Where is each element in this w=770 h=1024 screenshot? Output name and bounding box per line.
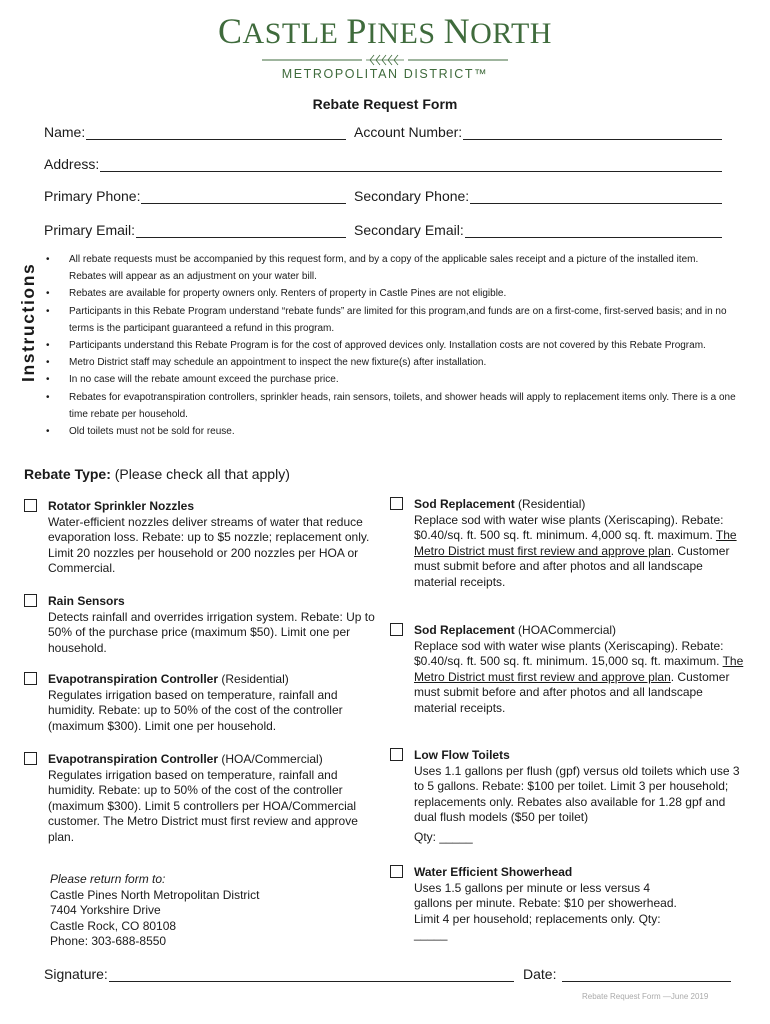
rebate-item-rain-sensors [24,594,384,656]
sod-hoa-review-note: The Metro District must first review and approve plan [414,654,744,684]
date-label: Date: [523,966,557,982]
address-line[interactable] [100,157,722,172]
showerhead-title: Water Efficient Showerhead [414,865,573,879]
et-hoa-checkbox[interactable] [24,752,37,765]
rotator-title: Rotator Sprinkler Nozzles [48,499,195,513]
account-number-label: Account Number: [354,124,463,140]
toilets-desc: Uses 1.1 gallons per flush (gpf) versus old toilets which use 3 to 5 gallons. Rebate: $100 per toilet. Limit 3 per household; replacements only. Rebates also available for 1.28 gpf and dual flush models ($50 per toilet) [414,763,740,825]
name-line[interactable] [86,125,346,140]
signature-label: Signature: [44,966,108,982]
instructions-list [46,251,736,440]
rebate-type-heading [24,466,290,482]
rebate-item-et-hoa [24,752,386,846]
showerhead-checkbox[interactable] [390,865,403,878]
rebate-item-sod-residential [390,497,746,591]
secondary-email-label: Secondary Email: [354,222,464,238]
list-item: • In no case will the rebate amount exceed the purchase price. [46,371,736,388]
primary-phone-field[interactable] [44,188,346,204]
list-item: • Metro District staff may schedule an appointment to inspect the new fixture(s) after installation. [46,354,736,371]
sod-hoa-title: Sod Replacement [414,623,515,637]
primary-phone-line[interactable] [141,189,346,204]
secondary-email-field[interactable] [354,222,722,238]
address-field[interactable] [44,156,722,172]
sod-hoa-sub: (HOACommercial) [514,623,617,637]
rebate-item-showerhead [390,865,690,943]
sod-residential-title: Sod Replacement [414,497,515,511]
et-residential-title: Evapotranspiration Controller [48,672,219,686]
return-address [50,872,259,950]
rain-sensors-desc: Detects rainfall and overrides irrigation system. Rebate: Up to 50% of the purchase price (maximum $50). Limit one per household. [48,609,375,655]
sod-hoa-checkbox[interactable] [390,623,403,636]
footer-note: Rebate Request Form —June 2019 [582,992,709,1001]
address-label: Address: [44,156,100,172]
rotator-checkbox[interactable] [24,499,37,512]
rain-sensors-title: Rain Sensors [48,594,125,608]
primary-phone-label: Primary Phone: [44,188,141,204]
account-number-line[interactable] [463,125,722,140]
toilets-checkbox[interactable] [390,748,403,761]
rebate-item-rotator [24,499,384,577]
et-hoa-sub: (HOA/Commercial) [218,752,323,766]
showerhead-desc: Uses 1.5 gallons per minute or less versus 4 gallons per minute. Rebate: $10 per showerhead. Limit 4 per household; replacements only. Qty: _____ [414,880,677,942]
sod-hoa-desc-end: . Customer must submit before and after photos and all landscape material receipts. [414,669,730,715]
rebate-item-et-residential [24,672,386,734]
list-item: • Participants in this Rebate Program understand “rebate funds” are limited for this program,and funds are on a first-come, first-served basis; and in no terms is the participant guaranteed a refund in this program. [46,303,736,337]
primary-email-label: Primary Email: [44,222,136,238]
date-line[interactable] [562,967,731,982]
et-hoa-title: Evapotranspiration Controller [48,752,219,766]
pine-branch-icon [262,54,508,66]
list-item: • Old toilets must not be sold for reuse. [46,423,736,440]
rebate-type-hint: (Please check all that apply) [110,466,290,482]
list-item: • Rebates for evapotranspiration controllers, sprinkler heads, rain sensors, toilets, and shower heads will apply to replacement items only. There is a one time rebate per household. [46,389,736,423]
toilets-qty-field[interactable]: Qty: _____ [414,829,473,844]
et-residential-checkbox[interactable] [24,672,37,685]
return-city: Castle Rock, CO 80108 [50,918,177,933]
sod-residential-review-note: The Metro District must first review and approve plan [414,528,737,558]
name-field[interactable] [44,124,346,140]
rebate-item-toilets [390,748,742,846]
rain-sensors-checkbox[interactable] [24,594,37,607]
secondary-phone-line[interactable] [470,189,722,204]
signature-field[interactable] [44,966,514,982]
et-residential-sub: (Residential) [218,672,289,686]
signature-line[interactable] [109,967,514,982]
return-phone: Phone: 303-688-8550 [50,934,167,949]
account-number-field[interactable] [354,124,722,140]
sod-residential-desc: Replace sod with water wise plants (Xeriscaping). Rebate: $0.40/sq. ft. 500 sq. ft. minimum. 4,000 sq. ft. maximum. [414,512,724,543]
return-org: Castle Pines North Metropolitan District [50,887,260,902]
logo-subtitle: METROPOLITAN DISTRICT™ [281,67,489,81]
secondary-phone-label: Secondary Phone: [354,188,470,204]
return-heading: Please return form to: [50,872,166,886]
et-hoa-desc: Regulates irrigation based on temperature, rainfall and humidity. Rebate: up to 50% of the cost of the controller (maximum $300). Limit 5 controllers per HOA/Commercial customer. The Metro District must first review and approve plan. [48,767,358,844]
sod-residential-desc-end: . Customer must submit before and after photos and all landscape material receipts. [414,543,730,589]
primary-email-line[interactable] [136,223,346,238]
date-field[interactable] [523,966,731,982]
secondary-phone-field[interactable] [354,188,722,204]
page-title: Rebate Request Form [312,96,458,112]
list-item: • All rebate requests must be accompanied by this request form, and by a copy of the applicable sales receipt and a picture of the installed item. Rebates will appear as an adjustment on your water bill. [46,251,736,285]
logo-wordmark: CASTLE PINES NORTH [218,11,552,51]
instructions-label: Instructions [18,262,38,382]
name-label: Name: [44,124,86,140]
rotator-desc: Water-efficient nozzles deliver streams of water that reduce evaporation loss. Rebate: up to $5 nozzle; replacement only. Limit 20 nozzles per household or 200 nozzles per HOA or Commercial. [48,514,370,576]
secondary-email-line[interactable] [465,223,722,238]
sod-residential-sub: (Residential) [514,497,586,511]
list-item: • Participants understand this Rebate Program is for the cost of approved devices only. Installation costs are not covered by this Rebate Program. [46,337,736,354]
rebate-item-sod-hoa [390,623,746,717]
toilets-title: Low Flow Toilets [414,748,510,762]
sod-residential-checkbox[interactable] [390,497,403,510]
return-street: 7404 Yorkshire Drive [50,903,161,918]
primary-email-field[interactable] [44,222,346,238]
et-residential-desc: Regulates irrigation based on temperature, rainfall and humidity. Rebate: up to 50% of the cost of the controller (maximum $300). Limit one per household. [48,687,343,733]
rebate-type-label: Rebate Type: [24,466,111,482]
sod-hoa-desc: Replace sod with water wise plants (Xeriscaping). Rebate: $0.40/sq. ft. 500 sq. ft. minimum. 15,000 sq. ft. maximum. [414,638,724,669]
list-item: • Rebates are available for property owners only. Renters of property in Castle Pines are not eligible. [46,285,736,302]
